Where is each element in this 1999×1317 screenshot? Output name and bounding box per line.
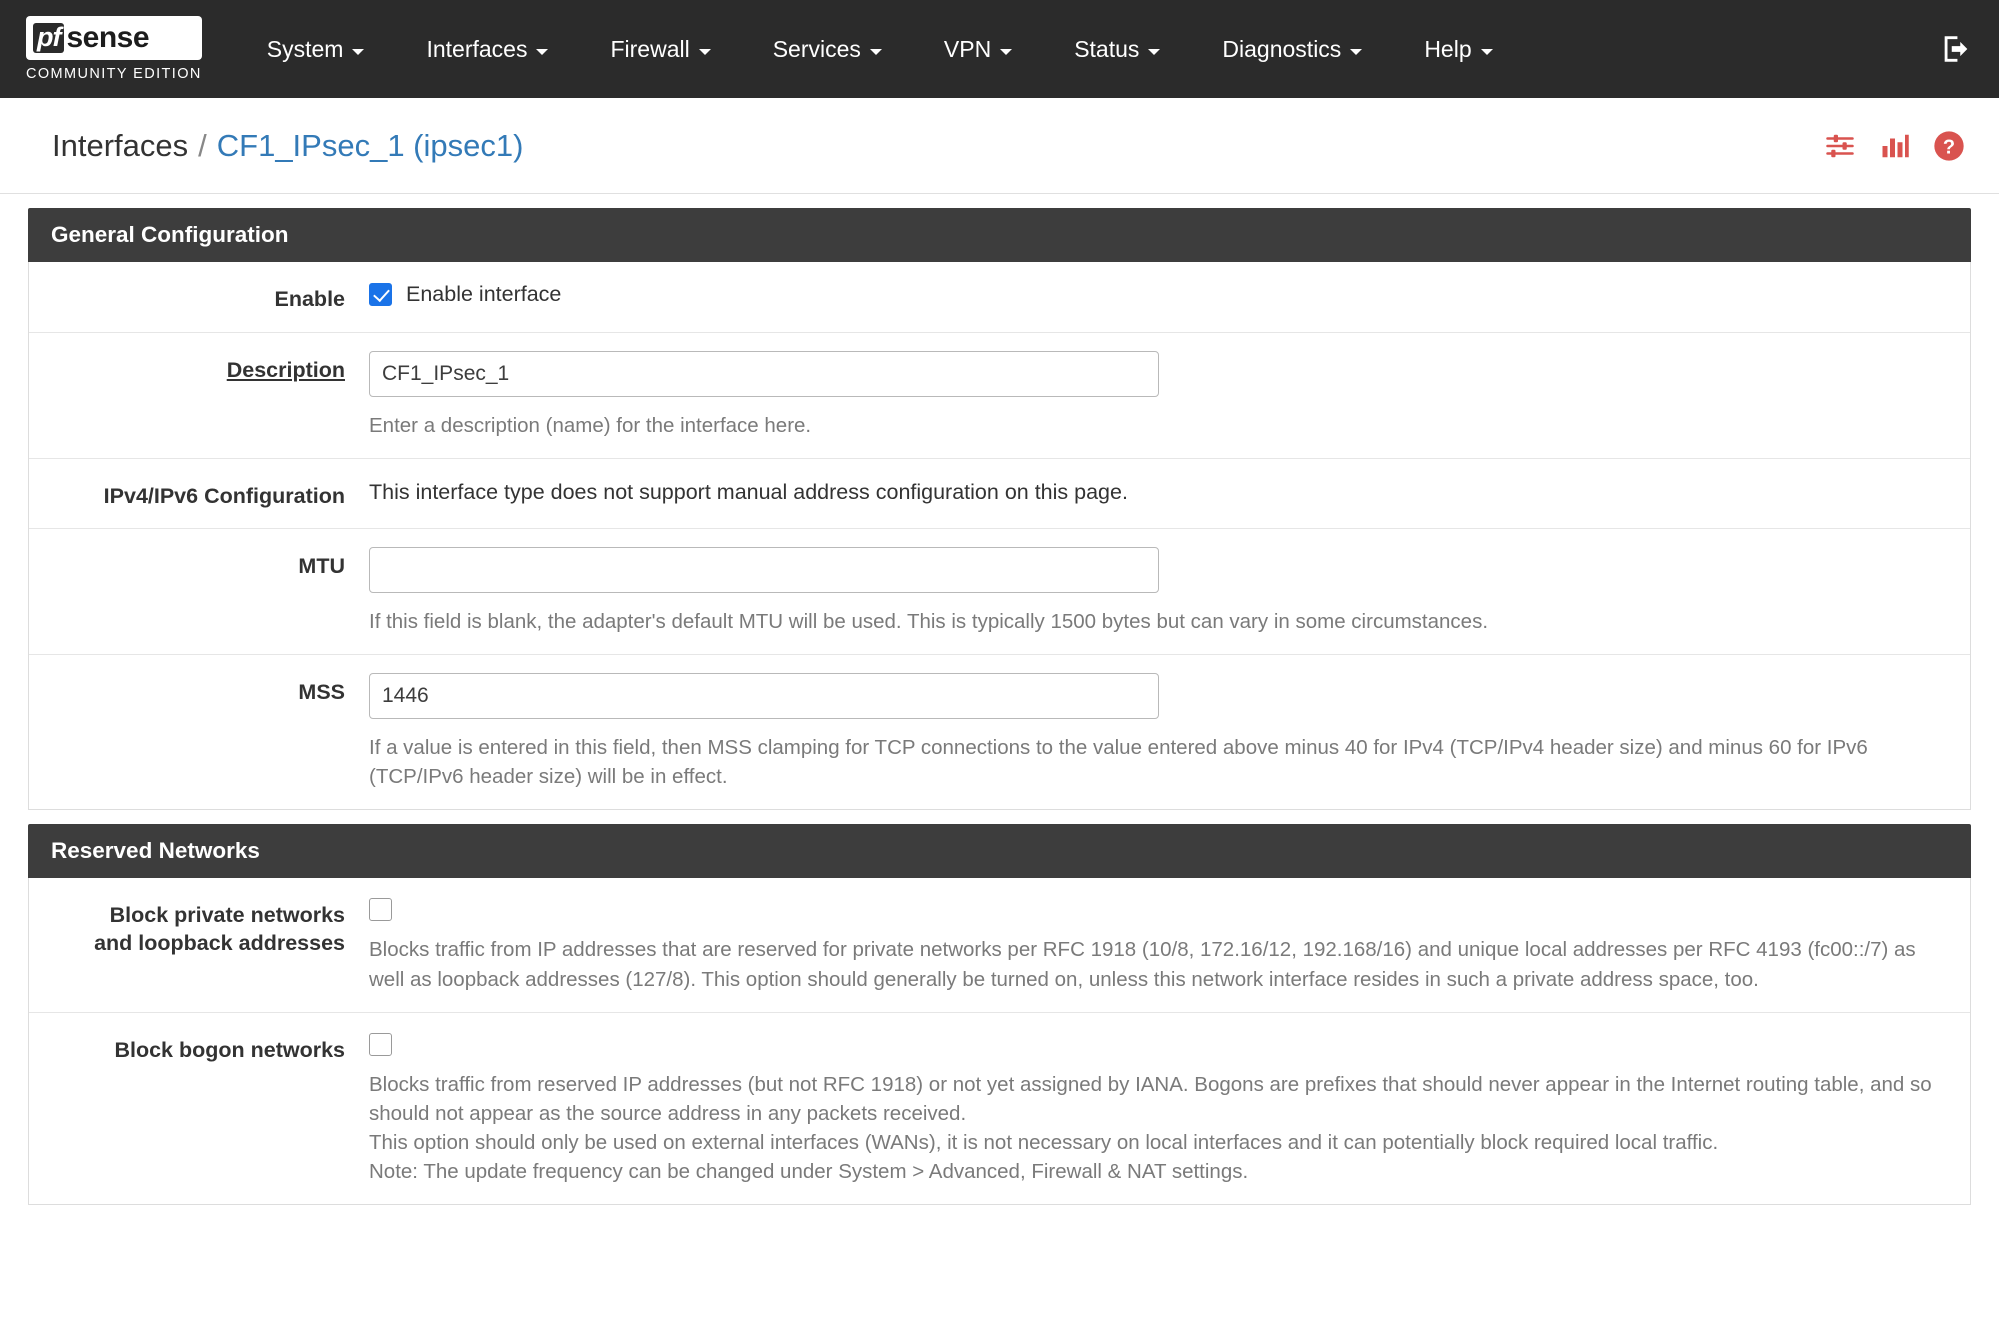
brand-logo-mark	[26, 16, 202, 60]
nav-menu	[236, 0, 1524, 98]
nav-item-services[interactable]	[742, 0, 913, 98]
label-description-text[interactable]: Description	[226, 357, 345, 382]
chevron-down-icon	[352, 49, 364, 55]
row-description	[29, 333, 1970, 459]
breadcrumb-separator: /	[198, 127, 207, 163]
label-block-private	[29, 896, 369, 957]
label-description	[29, 351, 369, 385]
panel-body-reserved	[28, 878, 1971, 1205]
logout-icon	[1939, 32, 1973, 66]
chart-icon[interactable]	[1879, 131, 1911, 161]
panel-reserved-networks	[28, 824, 1971, 1205]
label-block-private-line2: and loopback addresses	[94, 930, 345, 955]
label-enable: Enable	[274, 287, 345, 311]
enable-interface-checkbox-wrap[interactable]	[369, 280, 1944, 307]
label-block-private-line1: Block private networks	[109, 903, 345, 928]
chevron-down-icon	[1000, 49, 1012, 55]
nav-item-vpn-label: VPN	[943, 35, 992, 62]
block-private-checkbox[interactable]	[369, 898, 392, 921]
panel-body-general	[28, 262, 1971, 810]
field-block-private	[369, 896, 1970, 993]
brand-subtitle: COMMUNITY EDITION	[26, 66, 202, 83]
panel-title-general: General Configuration	[28, 208, 1971, 262]
page-header	[0, 98, 1999, 194]
chevron-down-icon	[1148, 49, 1160, 55]
brand-pf-text: pf	[33, 23, 64, 53]
mss-input[interactable]	[369, 673, 1159, 719]
help-block-private: Blocks traffic from IP addresses that are reserved for private networks per RFC 1918 (10/8, 172.16/12, 192.168/16) and unique local addresses per RFC 4193 (fc00::/7) as well as loopback addresses (127/8). This option should generally be turned on, unless this network interface resides in such a private address space, too.	[369, 938, 1916, 991]
block-private-checkbox-wrap[interactable]	[369, 896, 1944, 921]
help-icon[interactable]	[1933, 130, 1965, 162]
label-block-bogon: Block bogon networks	[114, 1037, 345, 1062]
block-bogon-checkbox-wrap[interactable]	[369, 1031, 1944, 1056]
nav-item-services-label: Services	[772, 35, 861, 62]
help-description: Enter a description (name) for the interface here.	[369, 413, 812, 437]
field-enable	[369, 280, 1970, 307]
top-navbar	[0, 0, 1999, 98]
svg-text:?: ?	[1942, 135, 1956, 158]
header-icon-group	[1823, 130, 1965, 162]
field-mss	[369, 673, 1970, 791]
nav-item-interfaces[interactable]	[395, 0, 579, 98]
chevron-down-icon	[1481, 49, 1493, 55]
nav-item-system-label: System	[266, 35, 344, 62]
page-content	[0, 208, 1999, 1205]
nav-item-system[interactable]	[236, 0, 396, 98]
sliders-icon[interactable]	[1823, 131, 1857, 161]
row-mtu	[29, 529, 1970, 655]
enable-interface-checkbox[interactable]	[369, 283, 392, 306]
breadcrumb	[52, 128, 523, 164]
nav-item-status-label: Status	[1074, 35, 1140, 62]
row-enable	[29, 262, 1970, 333]
field-block-bogon	[369, 1031, 1970, 1186]
description-input[interactable]	[369, 351, 1159, 397]
breadcrumb-current[interactable]: CF1_IPsec_1 (ipsec1)	[216, 127, 524, 163]
nav-item-help-label: Help	[1424, 35, 1472, 62]
nav-item-status[interactable]	[1043, 0, 1191, 98]
logout-button[interactable]	[1939, 32, 1973, 66]
field-mtu	[369, 547, 1970, 636]
help-block-bogon-line2: This option should only be used on external interfaces (WANs), it is not necessary on local interfaces and it can potentially block required local traffic.	[369, 1130, 1719, 1154]
chevron-down-icon	[699, 49, 711, 55]
help-block-bogon	[369, 1070, 1944, 1186]
chevron-down-icon	[1350, 49, 1362, 55]
help-block-bogon-line3: Note: The update frequency can be changed under System > Advanced, Firewall & NAT settings.	[369, 1160, 1249, 1184]
nav-item-diagnostics[interactable]	[1191, 0, 1393, 98]
brand-logo[interactable]	[26, 16, 202, 82]
mtu-input[interactable]	[369, 547, 1159, 593]
breadcrumb-root: Interfaces	[52, 127, 189, 163]
field-description	[369, 351, 1970, 440]
help-mtu: If this field is blank, the adapter's default MTU will be used. This is typically 1500 bytes but can vary in some circumstances.	[369, 610, 1489, 634]
panel-title-reserved: Reserved Networks	[28, 824, 1971, 878]
chevron-down-icon	[870, 49, 882, 55]
chevron-down-icon	[536, 49, 548, 55]
label-ip-configuration: IPv4/IPv6 Configuration	[103, 483, 345, 508]
label-mss: MSS	[298, 680, 345, 705]
help-mss: If a value is entered in this field, then MSS clamping for TCP connections to the value entered above minus 40 for IPv4 (TCP/IPv4 header size) and minus 60 for IPv6 (TCP/IPv6 header size) will be in effect.	[369, 736, 1868, 789]
enable-interface-label: Enable interface	[406, 282, 562, 306]
nav-item-help[interactable]	[1393, 0, 1523, 98]
help-block-bogon-line1: Blocks traffic from reserved IP addresses (but not RFC 1918) or not yet assigned by IANA. Bogons are prefixes that should never appear in the Internet routing table, and so should not appear as the source address in any packets received.	[369, 1072, 1932, 1125]
nav-item-interfaces-label: Interfaces	[426, 35, 528, 62]
row-ip-configuration	[29, 459, 1970, 530]
row-mss	[29, 655, 1970, 809]
panel-general-configuration	[28, 208, 1971, 810]
nav-item-firewall-label: Firewall	[610, 35, 690, 62]
ip-configuration-text: This interface type does not support manual address configuration on this page.	[369, 479, 1128, 504]
nav-item-diagnostics-label: Diagnostics	[1222, 35, 1342, 62]
field-ip-configuration	[369, 477, 1970, 505]
brand-sense-text: sense	[66, 20, 150, 54]
nav-item-vpn[interactable]	[913, 0, 1043, 98]
nav-item-firewall[interactable]	[579, 0, 741, 98]
row-block-private	[29, 878, 1970, 1012]
block-bogon-checkbox[interactable]	[369, 1033, 392, 1056]
label-mtu: MTU	[298, 554, 345, 579]
row-block-bogon	[29, 1013, 1970, 1204]
